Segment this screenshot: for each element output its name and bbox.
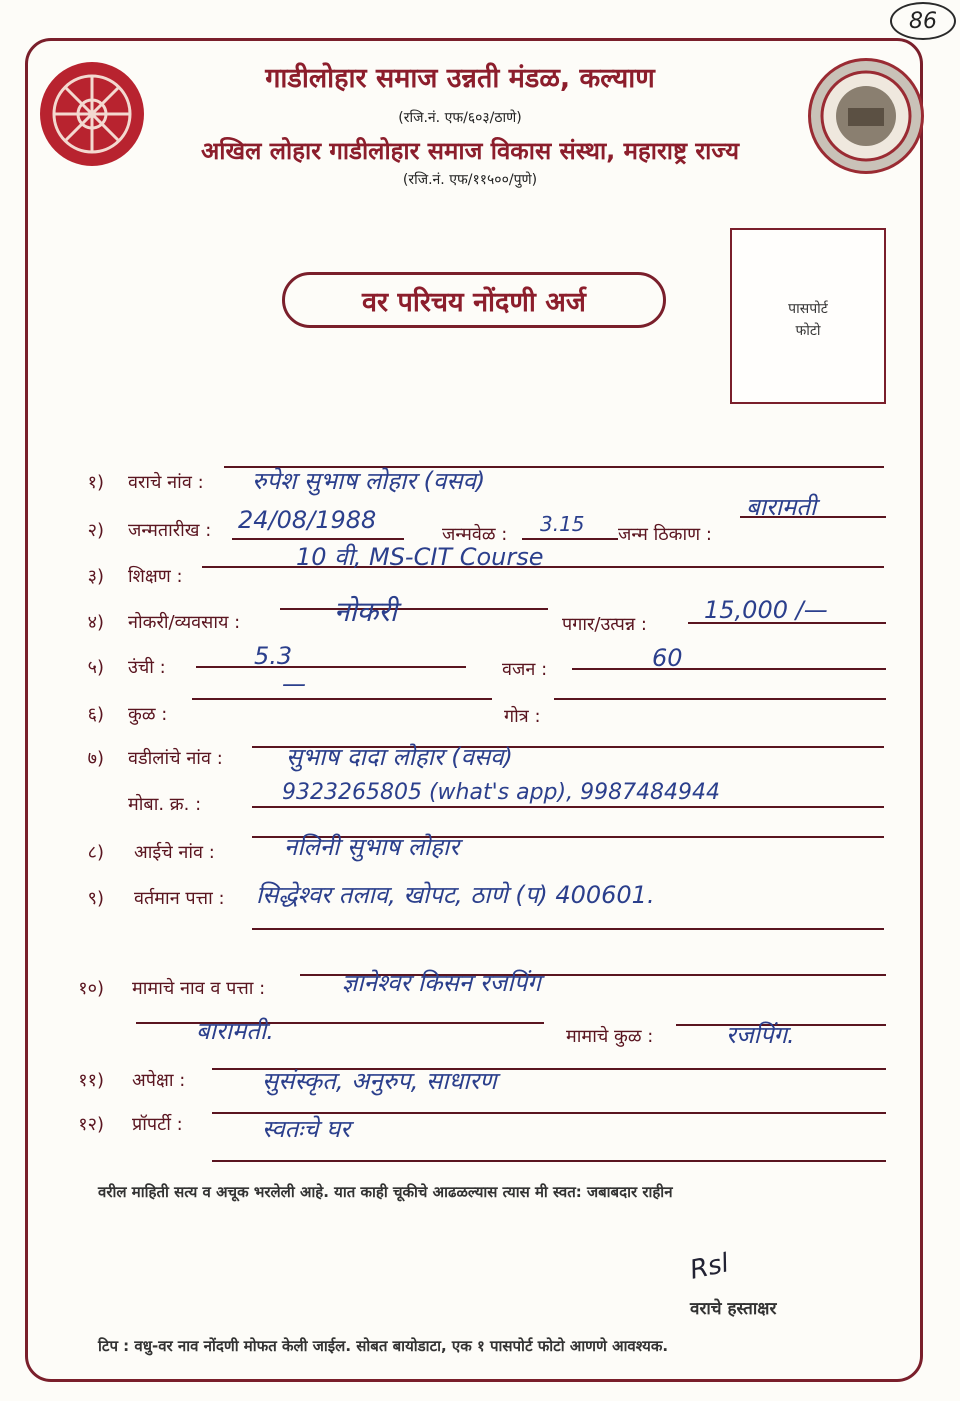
birth-time-label: जन्मवेळ :: [442, 524, 508, 545]
birth-time-value[interactable]: 3.15: [540, 512, 585, 536]
kul-line: [192, 698, 492, 700]
property-line-2: [212, 1160, 886, 1162]
footer-note: टिप : वधु-वर नाव नोंदणी मोफत केली जाईल. सोबत बायोडाटा, एक १ पासपोर्ट फोटो आणणे आवश्यक.: [98, 1337, 669, 1355]
field-number: ८): [87, 842, 104, 863]
field-number: ११): [78, 1070, 104, 1091]
uncle-value[interactable]: ज्ञानेश्वर किसन रजपिंग: [342, 969, 541, 997]
mother-value[interactable]: नलिनी सुभाष लोहार: [284, 833, 460, 861]
field-number: ५): [87, 657, 104, 678]
birth-place-label: जन्म ठिकाण :: [618, 524, 712, 545]
field-number: १): [87, 472, 104, 493]
uncle-kul-value[interactable]: रजपिंग.: [726, 1021, 795, 1049]
field-number: ७): [87, 748, 104, 769]
field-number: १०): [78, 978, 104, 999]
property-value[interactable]: स्वतःचे घर: [262, 1115, 351, 1143]
uncle-value-2[interactable]: बारामती.: [196, 1017, 274, 1045]
job-label: नोकरी/व्यवसाय :: [128, 612, 241, 633]
uncle-kul-label: मामाचे कुळ :: [566, 1026, 654, 1047]
birth-place-value[interactable]: बारामती: [746, 493, 817, 521]
father-value[interactable]: सुभाष दादा लोहार (वसव): [286, 743, 513, 771]
gotra-line: [554, 698, 886, 700]
education-label: शिक्षण :: [128, 566, 183, 587]
father-label: वडीलांचे नांव :: [128, 748, 223, 769]
expectation-label: अपेक्षा :: [132, 1070, 186, 1091]
signature-mark: Rsl: [687, 1248, 732, 1286]
weight-line: [572, 668, 886, 670]
address-line-2: [252, 928, 884, 930]
name-value[interactable]: रुपेश सुभाष लोहार (वसव): [252, 467, 486, 495]
mobile-label: मोबा. क्र. :: [128, 794, 202, 815]
height-value[interactable]: 5.3: [254, 642, 293, 670]
height-label: उंची :: [128, 657, 166, 678]
job-value[interactable]: नोकरी: [334, 595, 398, 628]
property-label: प्रॉपर्टी :: [132, 1114, 183, 1135]
uncle-label: मामाचे नाव व पत्ता :: [132, 978, 266, 999]
form-title: वर परिचय नोंदणी अर्ज: [282, 272, 666, 328]
height-line: [196, 666, 466, 668]
mobile-value[interactable]: 9323265805 (what's app), 9987484944: [282, 780, 721, 805]
field-number: १२): [78, 1114, 104, 1135]
name-label: वराचे नांव :: [128, 472, 204, 493]
declaration-text: वरील माहिती सत्य व अचूक भरलेली आहे. यात काही चूकीचे आढळल्यास त्यास मी स्वत: जबाबदार राहीन: [98, 1183, 673, 1201]
photo-label: [732, 298, 884, 342]
address-label: वर्तमान पत्ता :: [134, 888, 225, 909]
weight-label: वजन :: [502, 659, 548, 680]
field-number: ३): [87, 566, 104, 587]
kul-value[interactable]: —: [282, 670, 306, 698]
dob-value[interactable]: 24/08/1988: [238, 506, 377, 534]
page-number-circle: 86: [890, 2, 956, 40]
field-number: ६): [87, 704, 104, 725]
mobile-line: [252, 806, 884, 808]
org-registration-primary: (रजि.नं. एफ/६०३/ठाणे): [398, 110, 522, 126]
address-value[interactable]: सिद्धेश्वर तलाव, खोपट, ठाणे (प) 400601.: [256, 881, 655, 909]
salary-value[interactable]: 15,000 /—: [704, 596, 828, 624]
org-name-primary: गाडीलोहार समाज उन्नती मंडळ, कल्याण: [265, 63, 655, 94]
weight-value[interactable]: 60: [652, 644, 683, 672]
signature-label: वराचे हस्ताक्षर: [690, 1299, 777, 1319]
gotra-label: गोत्र :: [504, 706, 541, 727]
photo-label-line1: पासपोर्ट: [788, 301, 828, 317]
mother-label: आईचे नांव :: [134, 842, 215, 863]
job-line: [280, 608, 548, 610]
expectation-value[interactable]: सुसंस्कृत, अनुरुप, साधारण: [262, 1067, 497, 1095]
field-number: २): [87, 520, 104, 541]
passport-photo-box[interactable]: [730, 228, 886, 404]
org-registration-secondary: (रजि.नं. एफ/११५००/पुणे): [402, 172, 538, 188]
kul-label: कुळ :: [128, 704, 168, 725]
salary-label: पगार/उत्पन्न :: [562, 614, 647, 635]
field-number: ४): [87, 612, 104, 633]
dob-label: जन्मतारीख :: [128, 520, 212, 541]
education-value[interactable]: 10 वी, MS-CIT Course: [296, 543, 544, 571]
field-number: ९): [87, 888, 104, 909]
photo-label-line2: फोटो: [795, 323, 821, 339]
org-name-secondary: अखिल लोहार गाडीलोहार समाज विकास संस्था, महाराष्ट्र राज्य: [200, 137, 740, 165]
